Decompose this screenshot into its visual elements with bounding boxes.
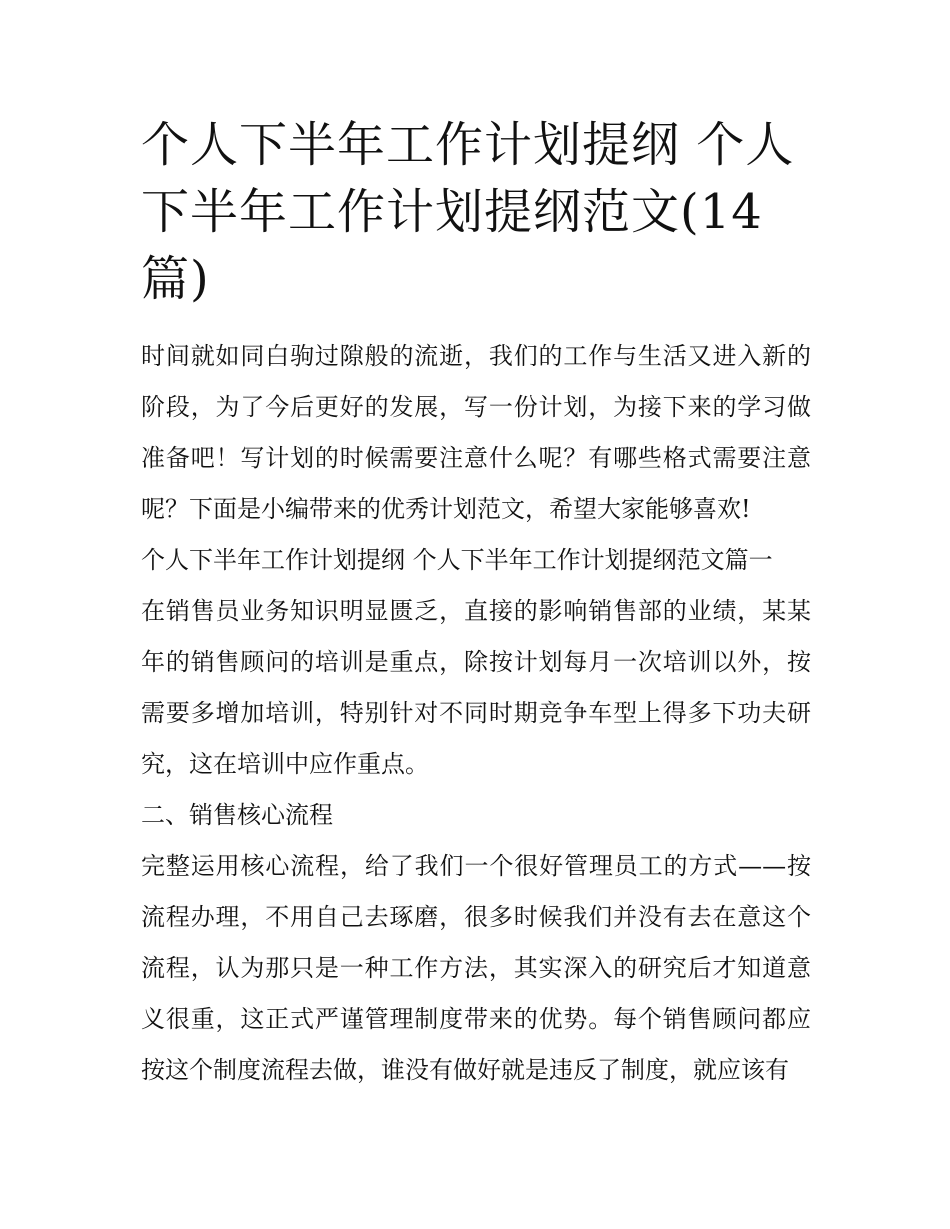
paragraph-training: 在销售员业务知识明显匮乏，直接的影响销售部的业绩，某某年的销售顾问的培训是重点，除按计划每月一次培训以外，按需要多增加培训，特别针对不同时期竞争车型上得多下功夫研究，这在培训中应作重点。	[141, 597, 811, 778]
paragraph-core-process: 完整运用核心流程，给了我们一个很好管理员工的方式——按流程办理，不用自己去琢磨，很多时候我们并没有去在意这个流程，认为那只是一种工作方法，其实深入的研究后才知道意义很重，这正式严谨管理制度带来的优势。每个销售顾问都应按这个制度流程去做，谁没有做好就是违反了制度，就应该有	[141, 852, 811, 1084]
paragraph-section-heading-1: 个人下半年工作计划提纲 个人下半年工作计划提纲范文篇一	[141, 546, 773, 574]
document-title: 个人下半年工作计划提纲 个人下半年工作计划提纲范文(14篇)	[141, 117, 795, 307]
paragraph-intro: 时间就如同白驹过隙般的流逝，我们的工作与生活又进入新的阶段，为了今后更好的发展，写一份计划，为接下来的学习做准备吧！写计划的时候需要注意什么呢？有哪些格式需要注意呢？下面是小编带来的优秀计划范文，希望大家能够喜欢!	[141, 342, 811, 523]
paragraph-section-heading-2: 二、销售核心流程	[141, 801, 333, 829]
document-content	[141, 112, 811, 1096]
